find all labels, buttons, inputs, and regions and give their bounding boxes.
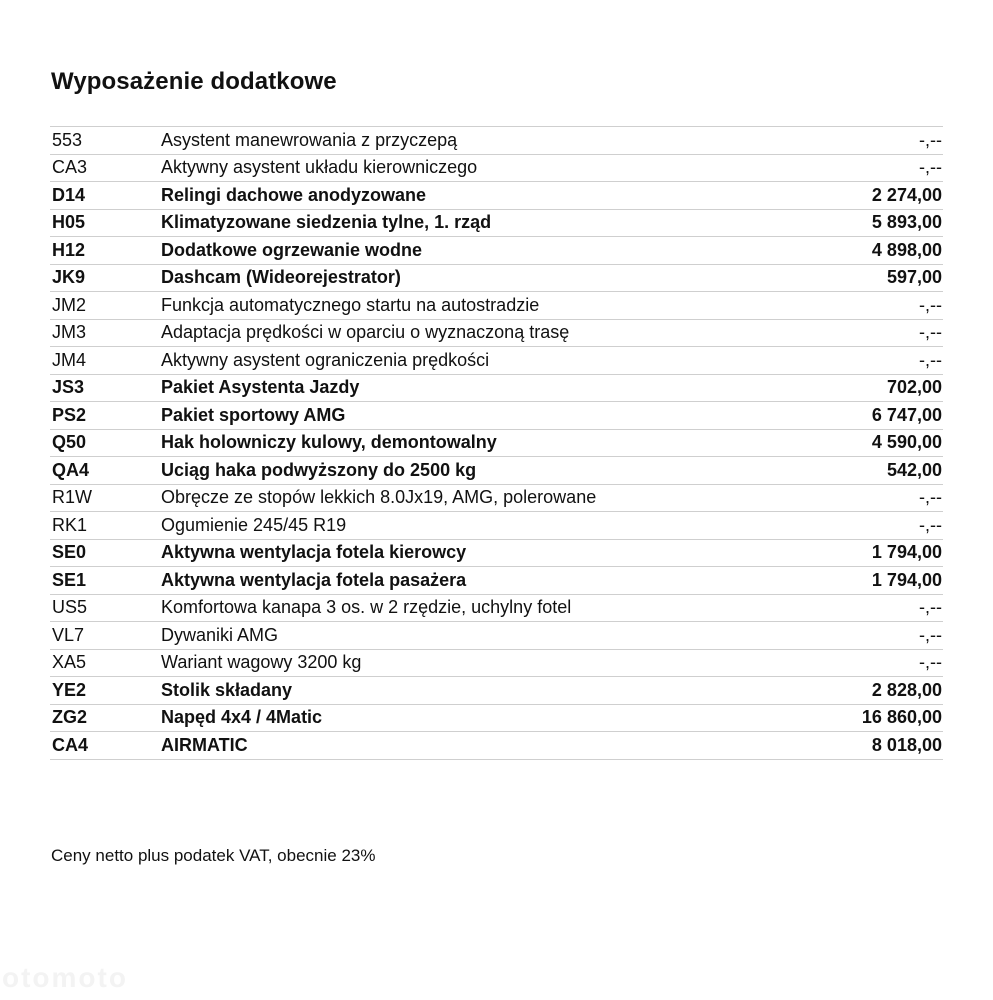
option-code: RK1: [52, 514, 88, 535]
option-price: -,--: [919, 349, 942, 370]
option-code: SE1: [52, 569, 87, 590]
option-code: D14: [52, 184, 86, 205]
table-row: [50, 512, 943, 540]
option-description: Aktywny asystent układu kierowniczego: [161, 157, 478, 178]
option-description: Asystent manewrowania z przyczepą: [161, 129, 458, 150]
table-row: [50, 265, 943, 293]
option-code: ZG2: [52, 707, 88, 728]
option-price: -,--: [919, 487, 942, 508]
table-row: [50, 485, 943, 513]
table-row: [50, 292, 943, 320]
table-row: [50, 622, 943, 650]
table-row: [50, 430, 943, 458]
table-row: [50, 347, 943, 375]
option-code: SE0: [52, 542, 87, 563]
table-row: [50, 457, 943, 485]
option-price: -,--: [919, 157, 942, 178]
option-description: Obręcze ze stopów lekkich 8.0Jx19, AMG, polerowane: [161, 487, 597, 508]
option-code: Q50: [52, 432, 87, 453]
option-price: -,--: [919, 652, 942, 673]
option-description: Komfortowa kanapa 3 os. w 2 rzędzie, uchylny fotel: [161, 597, 572, 618]
table-row: [50, 595, 943, 623]
option-description: Stolik składany: [161, 679, 293, 700]
page-title: Wyposażenie dodatkowe: [51, 68, 337, 95]
option-price: -,--: [919, 597, 942, 618]
option-price: -,--: [919, 294, 942, 315]
option-code: JM4: [52, 349, 87, 370]
option-code: 553: [52, 129, 83, 150]
option-price: 6 747,00: [871, 404, 942, 425]
table-row: [50, 375, 943, 403]
option-code: QA4: [52, 459, 90, 480]
option-description: Dodatkowe ogrzewanie wodne: [161, 239, 423, 260]
option-description: Dywaniki AMG: [161, 624, 279, 645]
option-code: JS3: [52, 377, 85, 398]
option-description: Klimatyzowane siedzenia tylne, 1. rząd: [161, 212, 492, 233]
option-price: -,--: [919, 624, 942, 645]
table-row: [50, 320, 943, 348]
option-description: Aktywny asystent ograniczenia prędkości: [161, 349, 490, 370]
table-row: [50, 402, 943, 430]
table-row: [50, 237, 943, 265]
option-price: 2 828,00: [871, 679, 942, 700]
table-row: [50, 650, 943, 678]
option-code: JK9: [52, 267, 86, 288]
option-description: Pakiet sportowy AMG: [161, 404, 346, 425]
option-code: CA4: [52, 734, 89, 755]
vat-footnote: Ceny netto plus podatek VAT, obecnie 23%: [51, 846, 376, 865]
option-code: JM3: [52, 322, 87, 343]
option-code: US5: [52, 597, 88, 618]
option-description: Napęd 4x4 / 4Matic: [161, 707, 323, 728]
option-price: 8 018,00: [871, 734, 942, 755]
option-description: Dashcam (Wideorejestrator): [161, 267, 401, 288]
option-code: VL7: [52, 624, 85, 645]
table-row: [50, 705, 943, 733]
option-description: AIRMATIC: [161, 734, 248, 755]
option-price: 597,00: [886, 267, 942, 288]
option-code: JM2: [52, 294, 87, 315]
option-price: 4 898,00: [871, 239, 942, 260]
table-row: [50, 182, 943, 210]
table-row: [50, 127, 943, 155]
option-description: Wariant wagowy 3200 kg: [161, 652, 362, 673]
option-code: H05: [52, 212, 86, 233]
option-price: -,--: [919, 129, 942, 150]
table-row: [50, 567, 943, 595]
table-row: [50, 540, 943, 568]
option-price: 4 590,00: [871, 432, 942, 453]
option-code: XA5: [52, 652, 87, 673]
table-row: [50, 732, 943, 760]
watermark-logo: otomoto: [2, 962, 128, 993]
option-price: 542,00: [886, 459, 942, 480]
option-description: Hak holowniczy kulowy, demontowalny: [161, 432, 497, 453]
option-price: 16 860,00: [861, 707, 942, 728]
option-description: Pakiet Asystenta Jazdy: [161, 377, 360, 398]
option-price: 1 794,00: [871, 569, 942, 590]
option-code: PS2: [52, 404, 87, 425]
option-description: Aktywna wentylacja fotela kierowcy: [161, 542, 467, 563]
option-code: YE2: [52, 679, 87, 700]
table-row: [50, 155, 943, 183]
equipment-table: [50, 126, 943, 760]
option-description: Aktywna wentylacja fotela pasażera: [161, 569, 467, 590]
option-price: -,--: [919, 322, 942, 343]
option-price: 5 893,00: [871, 212, 942, 233]
option-code: H12: [52, 239, 86, 260]
option-description: Funkcja automatycznego startu na autostradzie: [161, 294, 540, 315]
option-price: -,--: [919, 514, 942, 535]
option-price: 1 794,00: [871, 542, 942, 563]
option-price: 2 274,00: [871, 184, 942, 205]
option-description: Adaptacja prędkości w oparciu o wyznaczoną trasę: [161, 322, 570, 343]
option-code: CA3: [52, 157, 88, 178]
table-row: [50, 677, 943, 705]
table-row: [50, 210, 943, 238]
option-code: R1W: [52, 487, 92, 508]
option-description: Relingi dachowe anodyzowane: [161, 184, 427, 205]
option-description: Uciąg haka podwyższony do 2500 kg: [161, 459, 477, 480]
option-description: Ogumienie 245/45 R19: [161, 514, 347, 535]
option-price: 702,00: [886, 377, 942, 398]
